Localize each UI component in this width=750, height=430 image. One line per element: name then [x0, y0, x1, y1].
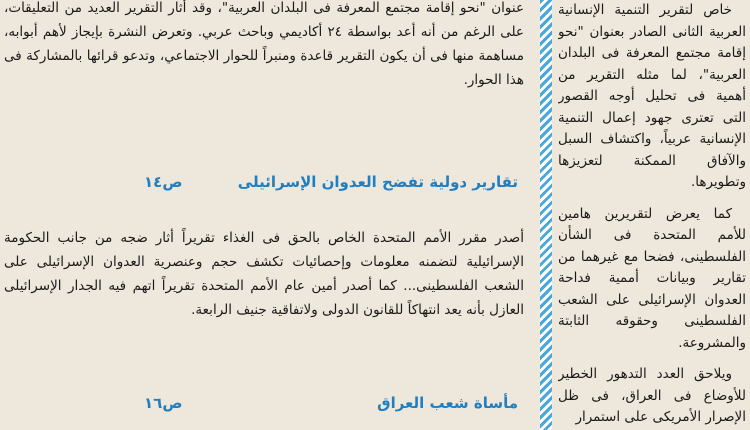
- section-title: مأساة شعب العراق: [377, 394, 518, 412]
- sidebar-paragraph: خاص لتقرير التنمية الإنسانية العربية الثانى الصادر بعنوان "نحو إقامة مجتمع المعرفة فى البلدان العربية"، لما مثله التقرير من أهمية فى تحليل أوجه القصور التى تعترى جهود إعمال التنمية الإنسانية عربياً، واكتشاف السبل والآفاق الممكنة لتعزيزها وتطويرها.: [558, 2, 746, 190]
- sidebar-paragraph: كما يعرض لتقريرين هامين للأمم المتحدة فى الشأن الفلسطينى، فضحا مع غيرهما من تقارير وبيانات أممية فداحة العدوان الإسرائيلى على الشعب الفلسطينى وحقوقه الثابتة والمشروعة.: [558, 205, 746, 351]
- section-title: تقارير دولية تفضح العدوان الإسرائيلى: [237, 173, 518, 191]
- sidebar-text: [558, 0, 746, 430]
- intro-paragraph: عنوان "نحو إقامة مجتمع المعرفة فى البلدان العربية"، وقد أثار التقرير العديد من التعليقات، على الرغم من أنه أعد بواسطة ٢٤ أكاديمي وباحث عربي. وتعرض النشرة بإيجاز لأهم أبوابه، مساهمة منها فى أن يكون التقرير قاعدة ومنبراً للحوار الاجتماعي، وتدعو قرائها بالمشاركة فى هذا الحوار.: [4, 0, 524, 88]
- main-text-column: [4, 0, 524, 430]
- sidebar-paragraph: ويلاحق العدد التدهور الخطير للأوضاع فى العراق، فى ظل الإصرار الأمريكى على استمرار: [558, 366, 746, 425]
- section-heading-iraq: [4, 394, 524, 418]
- reports-paragraph: أصدر مقرر الأمم المتحدة الخاص بالحق فى الغذاء تقريراً أثار ضجه من جانب الحكومة الإسرائيلية لتضمنه معلومات وإحصائيات تكشف حجم وعنصرية العدوان الإسرائيلى على الشعب الفلسطينى... كما أصدر أمين عام الأمم المتحدة تقريراً اتهم فيه الجدار الإسرائيلى العازل بأنه يعد انتهاكاً للقانون الدولى ولاتفاقية جنيف الرابعة.: [4, 230, 524, 318]
- page-reference: ص١٦: [144, 394, 183, 412]
- sidebar-column: [540, 0, 750, 430]
- section-heading-international-reports: [4, 173, 524, 197]
- striped-border: [540, 0, 552, 430]
- page-reference: ص١٤: [144, 173, 183, 191]
